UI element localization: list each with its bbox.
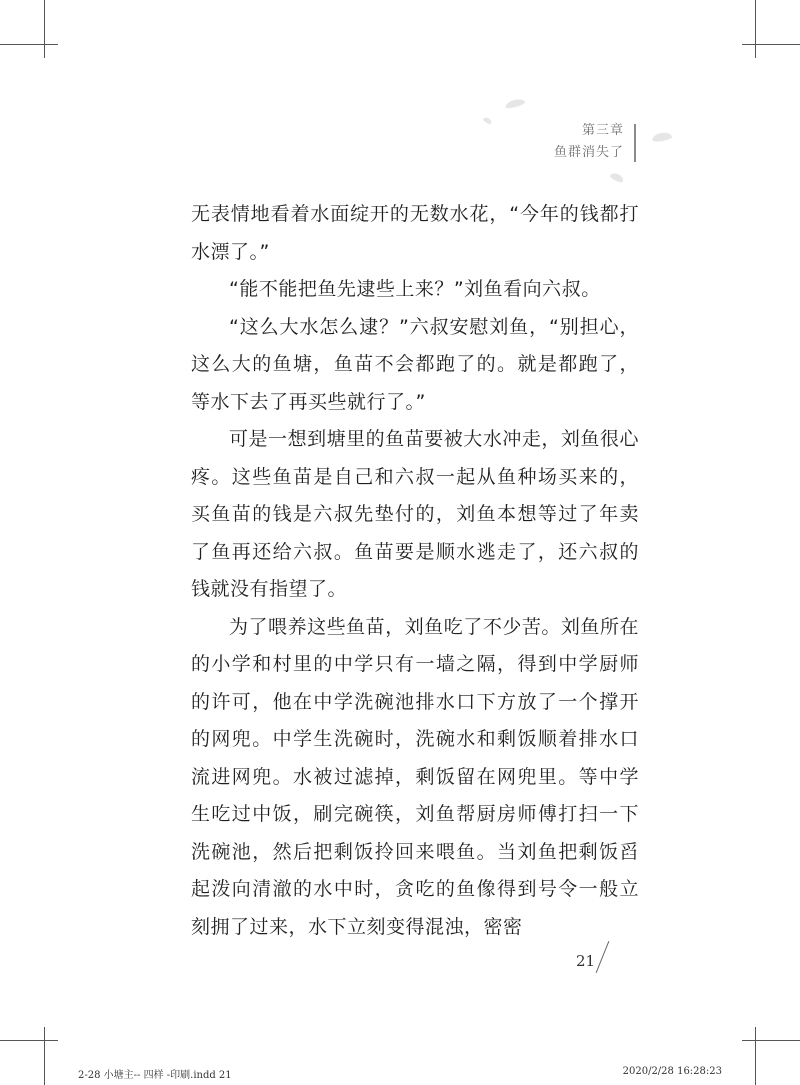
chapter-title: 鱼群消失了 (553, 145, 624, 160)
paragraph: 无表情地看着水面绽开的无数水花，“今年的钱都打水漂了。” (191, 203, 639, 263)
page-number: 21 (576, 952, 596, 970)
chapter-number: 第三章 (581, 123, 624, 138)
crop-mark-bottom-left-v (44, 1027, 45, 1085)
crop-mark-bottom-right-h (742, 1040, 800, 1041)
petal-decoration-3 (651, 131, 672, 142)
print-slug-filename: 2-28 小塘主-- 四样 -印刷.indd 21 (78, 1070, 232, 1081)
print-slug-timestamp: 2020/2/28 16:28:23 (622, 1066, 722, 1077)
crop-mark-bottom-right-v (755, 1027, 756, 1085)
crop-mark-top-right-h (742, 44, 800, 45)
chapter-header (554, 120, 624, 164)
petal-decoration-1 (504, 98, 525, 110)
petal-decoration-2 (482, 116, 492, 125)
crop-mark-bottom-left-h (0, 1040, 58, 1041)
paragraph: “能不能把鱼先逮些上来？”刘鱼看向六叔。 (229, 278, 601, 300)
crop-mark-top-left-v (44, 0, 45, 58)
chapter-header-rule (634, 124, 636, 162)
petal-decoration-4 (609, 171, 625, 183)
paragraph: “这么大水怎么逮？”六叔安慰刘鱼，“别担心，这么大的鱼塘，鱼苗不会都跑了的。就是都跑了，等水下去了再买些就行了。” (191, 315, 639, 413)
crop-mark-top-right-v (755, 0, 756, 58)
paragraph: 为了喂养这些鱼苗，刘鱼吃了不少苦。刘鱼所在的小学和村里的中学只有一墙之隔，得到中学厨师的许可，他在中学洗碗池排水口下方放了一个撑开的网兜。中学生洗碗时，洗碗水和剩饭顺着排水口流进网兜。水被过滤掉，剩饭留在网兜里。等中学生吃过中饭，刷完碗筷，刘鱼帮厨房师傅打扫一下洗碗池，然后把剩饭拎回来喂鱼。当刘鱼把剩饭舀起泼向清澈的水中时，贪吃的鱼像得到号令一般立刻拥了过来，水下立刻变得混浊，密密 (191, 615, 639, 938)
body-text (191, 196, 639, 946)
paragraph: 可是一想到塘里的鱼苗要被大水冲走，刘鱼很心疼。这些鱼苗是自己和六叔一起从鱼种场买来的，买鱼苗的钱是六叔先垫付的，刘鱼本想等过了年卖了鱼再还给六叔。鱼苗要是顺水逃走了，还六叔的钱就没有指望了。 (191, 428, 639, 600)
crop-mark-top-left-h (0, 44, 58, 45)
